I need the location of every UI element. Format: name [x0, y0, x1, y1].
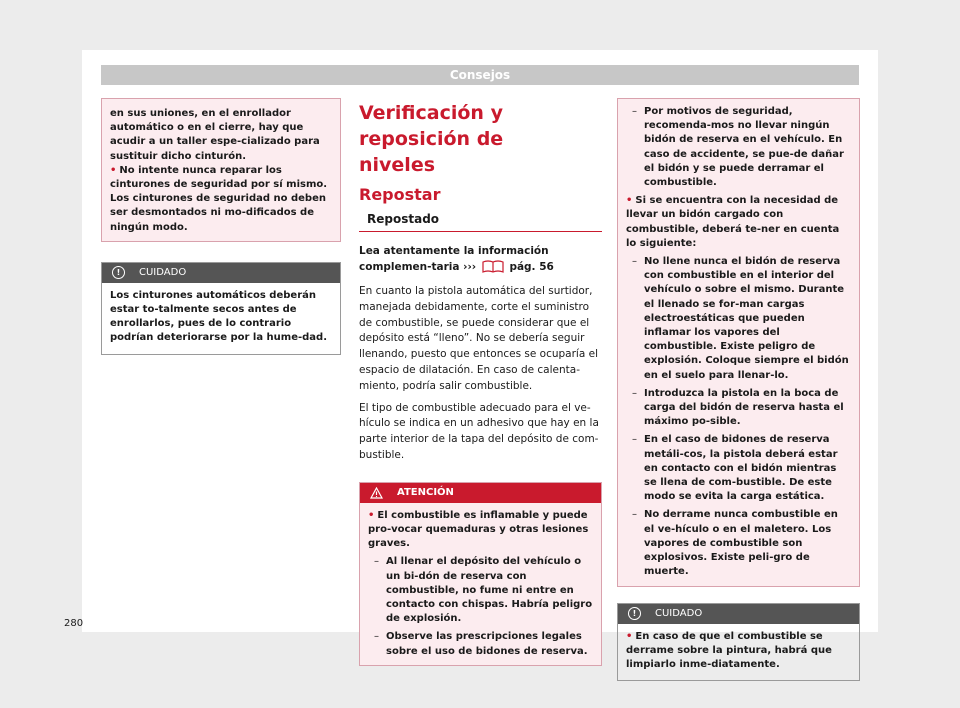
cont-dash-5: – No derrame nunca combustible en el ve-hículo o en el maletero. Los vapores de combustible son explosivos. Existe peli-gro de muerte.	[632, 509, 838, 578]
column-left	[101, 98, 341, 355]
bullet-icon: •	[368, 509, 375, 521]
section-title	[359, 100, 602, 178]
paragraph-1: En cuanto la pistola automática del surtidor, manejada debidamente, corte el suministro de combustible, se puede considerar que el depósito está “lleno”. No se debería seguir llenando, puesto que entonces se ocuparía el espacio de dilatación. En caso de calenta-miento, podría salir combustible.	[359, 285, 599, 392]
warning-bullet	[368, 509, 593, 552]
notice-box	[101, 262, 341, 355]
column-right	[617, 98, 860, 681]
warning-dash-1-text: Al llenar el depósito del vehículo o un bi-dón de reserva con combustible, no fume ni entre en contacto con chispas. Habría peligro de explosión.	[386, 556, 593, 625]
cont-bullet	[626, 194, 851, 251]
intro-text: Lea atentamente la información complemen-taria	[359, 245, 549, 273]
cont-dash-2: – No llene nunca el bidón de reserva con combustible en el interior del vehículo o sobre el mismo. Durante el llenado se for-man cargas electroestáticas que pueden inflamar los vapores del combustible. Existe peligro de explosión. Coloque siempre el bidón en el suelo para llenar-lo.	[632, 256, 849, 381]
cont-bullet-text: Si se encuentra con la necesidad de llevar un bidón cargado con combustible, deberá te-ner en cuenta lo siguiente:	[626, 195, 840, 249]
bullet-icon: •	[626, 195, 633, 207]
subsection-title: Repostar	[359, 185, 441, 204]
warning-bullet-text: El combustible es inflamable y puede pro-vocar quemaduras y otras lesiones graves.	[368, 509, 589, 550]
cont-dash-2-text: No llene nunca el bidón de reserva con combustible en el interior del vehículo o sobre el mismo. Durante el llenado se for-man cargas electroestáticas que pueden inflamar los vapores del combustible. Existe peligro de explosión. Coloque siempre el bidón en el suelo para llenar-lo.	[644, 256, 849, 381]
page-reference-link[interactable]: pág. 56	[509, 261, 554, 273]
safety-text: en sus uniones, en el enrollador automático o en el cierre, hay que acudir a un taller espe-cializado para sustituir dicho cinturón.	[110, 108, 320, 162]
section-title-line2: niveles	[359, 154, 436, 176]
cont-dash-1-text: Por motivos de seguridad, recomenda-mos no llevar ningún bidón de reserva en el vehículo. En caso de accidente, se pue-de dañar el bidón y se puede derramar el combustible.	[644, 106, 844, 189]
warning-continuation-box	[617, 98, 860, 587]
warning-body	[360, 503, 601, 665]
reference-arrow: ›››	[463, 261, 477, 273]
topic-heading: Repostado	[359, 212, 602, 232]
cont-dash-1: – Por motivos de seguridad, recomenda-mos no llevar ningún bidón de reserva en el vehículo. En caso de accidente, se pue-de dañar el bidón y se puede derramar el combustible.	[632, 106, 844, 189]
section-title-line1: Verificación y reposición de	[359, 102, 504, 150]
column-middle	[359, 98, 602, 666]
warning-dash-2: – Observe las prescripciones legales sobre el uso de bidones de reserva.	[374, 631, 588, 657]
fuel-notice-label: CUIDADO	[655, 607, 703, 619]
fuel-notice-bullet	[618, 624, 859, 681]
bullet-icon: •	[626, 630, 633, 642]
warning-header	[360, 483, 601, 503]
safety-bullet	[110, 164, 332, 235]
notice-header	[102, 263, 340, 283]
fuel-notice-text: En caso de que el combustible se derrame sobre la pintura, habrá que limpiarlo inme-diatamente.	[626, 630, 832, 670]
cont-dash-4: – En el caso de bidones de reserva metáli-cos, la pistola deberá estar en contacto con el bidón mientras se llena de com-bustible. De este modo se evita la carga estática.	[632, 434, 838, 503]
cont-dash-3-text: Introduzca la pistola en la boca de carga del bidón de reserva hasta el máximo po-sible.	[644, 387, 844, 428]
bullet-icon: •	[110, 164, 117, 176]
warning-box	[359, 482, 602, 666]
warning-dash-2-text: Observe las prescripciones legales sobre el uso de bidones de reserva.	[386, 631, 588, 657]
page-header: Consejos	[101, 65, 859, 85]
notice-label: CUIDADO	[139, 266, 187, 278]
book-icon	[482, 259, 504, 278]
warning-label: ATENCIÓN	[397, 486, 454, 498]
fuel-notice-header	[618, 604, 859, 624]
info-icon: !	[112, 266, 125, 279]
paragraph-2: El tipo de combustible adecuado para el ve-hículo se indica en un adhesivo que hay en la parte interior de la tapa del depósito de com-bustible.	[359, 401, 599, 461]
page-number: 280	[64, 618, 84, 629]
cont-dash-3: – Introduzca la pistola en la boca de carga del bidón de reserva hasta el máximo po-sible.	[632, 387, 844, 428]
intro-reference	[359, 244, 602, 278]
warning-dash-1: – Al llenar el depósito del vehículo o un bi-dón de reserva con combustible, no fume ni entre en contacto con chispas. Habría peligro de explosión.	[374, 556, 593, 625]
info-icon: !	[628, 607, 641, 620]
notice-text: Los cinturones automáticos deberán estar to-talmente secos antes de enrollarlos, pues de lo contrario podrían deteriorarse por la hume-dad.	[110, 289, 328, 344]
safety-bullet-text: No intente nunca reparar los cinturones de seguridad por sí mismo. Los cinturones de seguridad no deben ser desmontados ni mo-dificados de ningún modo.	[110, 164, 328, 233]
cont-dash-4-text: En el caso de bidones de reserva metáli-cos, la pistola deberá estar en contacto con el bidón mientras se llena de com-bustible. De este modo se evita la carga estática.	[644, 434, 838, 503]
warning-triangle-icon	[370, 487, 383, 499]
safety-box	[101, 98, 341, 242]
cont-dash-5-text: No derrame nunca combustible en el ve-hículo o en el maletero. Los vapores de combustible son explosivos. Existe peli-gro de muerte.	[644, 509, 838, 578]
fuel-notice-box	[617, 603, 860, 682]
